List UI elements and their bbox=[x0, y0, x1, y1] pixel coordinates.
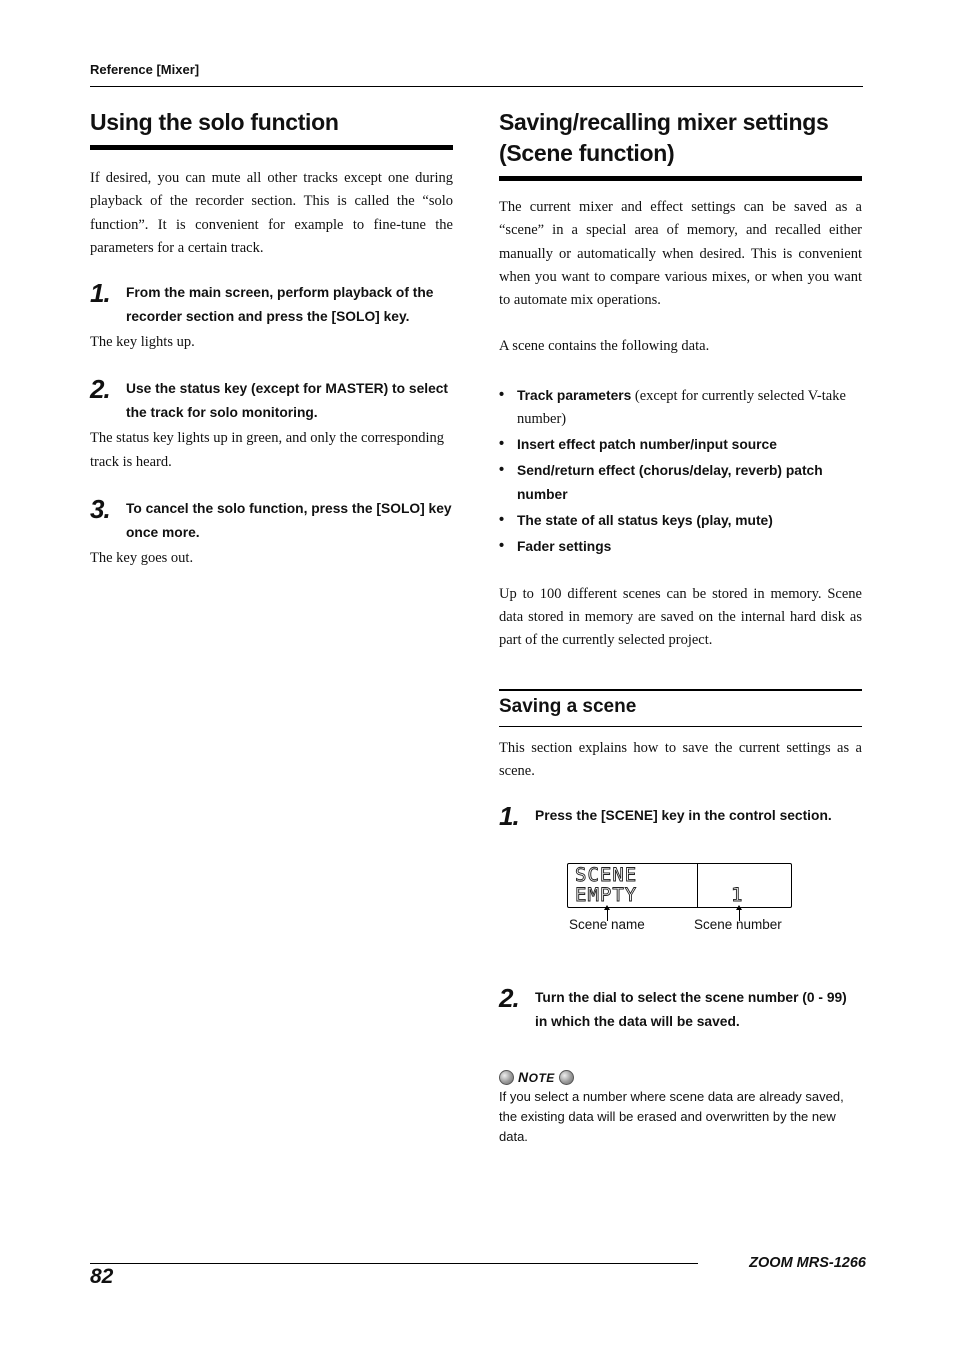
lcd-illustration bbox=[567, 863, 862, 953]
header-rule bbox=[90, 86, 863, 87]
solo-step-2 bbox=[90, 376, 453, 425]
saving-step-1 bbox=[499, 801, 862, 832]
note-ball-icon bbox=[499, 1070, 514, 1085]
scene-intro: The current mixer and effect settings can be saved as a “scene” in a special area of memory, and recalled either manually or automatically when desired. This is convenient when you want to compare various mixes, or when you want to automate mix operations. bbox=[499, 199, 862, 309]
section-label: Reference [Mixer] bbox=[90, 62, 200, 77]
note-text: If you select a number where scene data are already saved, the existing data will be erased and overwritten by the new data. bbox=[499, 1089, 844, 1145]
lcd-divider bbox=[697, 864, 698, 907]
note-box bbox=[499, 1067, 862, 1147]
scene-contains: A scene contains the following data. bbox=[499, 338, 710, 355]
list-item: • Send/return effect (chorus/delay, reverb) patch number bbox=[499, 459, 862, 507]
step-number: 3. bbox=[90, 494, 110, 525]
page-number: 82 bbox=[90, 1265, 114, 1288]
subsection-title-saving: Saving a scene bbox=[499, 689, 862, 727]
note-label: NOTE bbox=[518, 1069, 555, 1086]
list-item: • The state of all status keys (play, mute) bbox=[499, 509, 862, 533]
solo-step-1 bbox=[90, 280, 453, 329]
caption-scene-name: Scene name bbox=[569, 917, 645, 933]
product-name: ZOOM MRS-1266 bbox=[749, 1255, 866, 1271]
step-instruction: Press the [SCENE] key in the control section. bbox=[535, 808, 832, 824]
lcd-scene-number: 1 bbox=[731, 884, 743, 907]
lcd-display bbox=[567, 863, 792, 908]
list-item: • Track parameters (except for currently selected V-take number) bbox=[499, 384, 862, 431]
step-number: 1. bbox=[499, 801, 519, 832]
lcd-scene-name: SCENE EMPTY bbox=[575, 864, 638, 907]
saving-intro: This section explains how to save the current settings as a scene. bbox=[499, 739, 862, 779]
note-header bbox=[499, 1067, 862, 1087]
note-ball-icon bbox=[559, 1070, 574, 1085]
list-item: • Insert effect patch number/input source bbox=[499, 433, 862, 457]
section-title-scene: Saving/recalling mixer settings (Scene function) bbox=[499, 104, 862, 181]
step-result: The key lights up. bbox=[90, 334, 195, 351]
step-instruction: Use the status key (except for MASTER) to select the track for solo monitoring. bbox=[126, 381, 449, 421]
step-number: 2. bbox=[90, 374, 110, 405]
step-result: The status key lights up in green, and only the corresponding track is heard. bbox=[90, 430, 444, 470]
scene-storage: Up to 100 different scenes can be stored in memory. Scene data stored in memory are saved on the internal hard disk as part of the currently selected project. bbox=[499, 585, 862, 649]
solo-step-3 bbox=[90, 496, 453, 545]
caption-scene-number: Scene number bbox=[694, 917, 782, 933]
step-instruction: Turn the dial to select the scene number (0 - 99) in which the data will be saved. bbox=[535, 990, 847, 1030]
scene-data-list bbox=[499, 384, 862, 559]
right-column bbox=[499, 104, 862, 1147]
step-instruction: From the main screen, perform playback of the recorder section and press the [SOLO] key. bbox=[126, 285, 434, 325]
footer-rule bbox=[90, 1263, 698, 1264]
step-result: The key goes out. bbox=[90, 550, 194, 567]
saving-step-2 bbox=[499, 985, 862, 1034]
step-instruction: To cancel the solo function, press the [SOLO] key once more. bbox=[126, 501, 452, 541]
left-column bbox=[90, 104, 453, 570]
solo-intro: If desired, you can mute all other tracks except one during playback of the recorder section. This is called the “solo function”. It is convenient for example to fine-tune the parameters for a certain track. bbox=[90, 170, 453, 256]
step-number: 1. bbox=[90, 278, 110, 309]
list-item: • Fader settings bbox=[499, 535, 862, 559]
section-title-solo: Using the solo function bbox=[90, 104, 453, 150]
step-number: 2. bbox=[499, 983, 519, 1014]
